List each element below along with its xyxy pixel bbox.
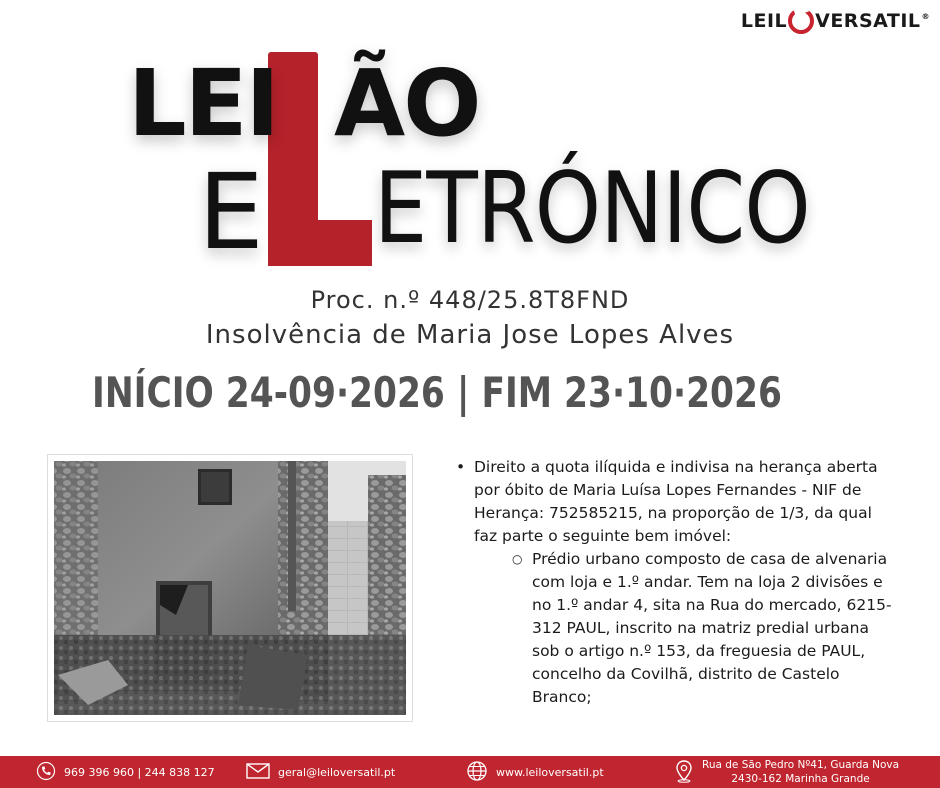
envelope-icon — [246, 763, 270, 782]
logo-ring-icon — [788, 8, 814, 34]
contact-footer — [0, 756, 940, 788]
registered-mark: ® — [921, 11, 930, 21]
headline-line2-part2: ETRÓNICO — [374, 152, 810, 266]
logo-text-left: LEIL — [740, 10, 788, 32]
property-photo — [48, 455, 412, 721]
email-text: geral@leiloversatil.pt — [278, 765, 396, 779]
property-description — [452, 456, 892, 709]
footer-website[interactable] — [466, 756, 604, 788]
headline-line2-part1: E — [198, 151, 264, 273]
phone-text: 969 396 960 | 244 838 127 — [64, 765, 215, 779]
insolvency-title: Insolvência de Maria Jose Lopes Alves — [205, 320, 735, 350]
auction-dates: INÍCIO 24-09·2026 | FIM 23·10·2026 — [92, 368, 782, 417]
headline-line1-part1: LEI — [128, 50, 278, 157]
address-line-2: 2430-162 Marinha Grande — [731, 773, 870, 785]
phone-icon — [36, 761, 56, 784]
website-text: www.leiloversatil.pt — [496, 765, 604, 779]
globe-icon — [466, 760, 488, 785]
location-pin-icon — [674, 759, 694, 786]
description-main-item — [452, 456, 892, 709]
process-number: Proc. n.º 448/25.8T8FND — [310, 286, 630, 314]
description-main-text: Direito a quota ilíquida e indivisa na herança aberta por óbito de Maria Luísa Lopes Fernandes - NIF de Herança: 752585215, na proporção de 1/3, da qual faz parte o seguinte bem imóvel: — [474, 458, 878, 545]
logo-text-right: VERSATIL — [815, 10, 921, 32]
description-sub-text: Prédio urbano composto de casa de alvenaria com loja e 1.º andar. Tem na loja 2 divisões e no 1.º andar 4, sita na Rua do mercado, 6215-312 PAUL, inscrito na matriz predial urbana sob o artigo n.º 153, da freguesia de PAUL, concelho da Covilhã, distrito de Castelo Branco; — [532, 550, 892, 706]
brand-logo — [741, 8, 930, 34]
headline-line1-part2: ÃO — [334, 50, 480, 157]
footer-email[interactable] — [246, 756, 395, 788]
footer-phone[interactable] — [36, 756, 215, 788]
address-line-1: Rua de São Pedro Nº41, Guarda Nova — [702, 759, 900, 771]
footer-address — [674, 756, 899, 788]
description-sub-item — [474, 548, 892, 709]
